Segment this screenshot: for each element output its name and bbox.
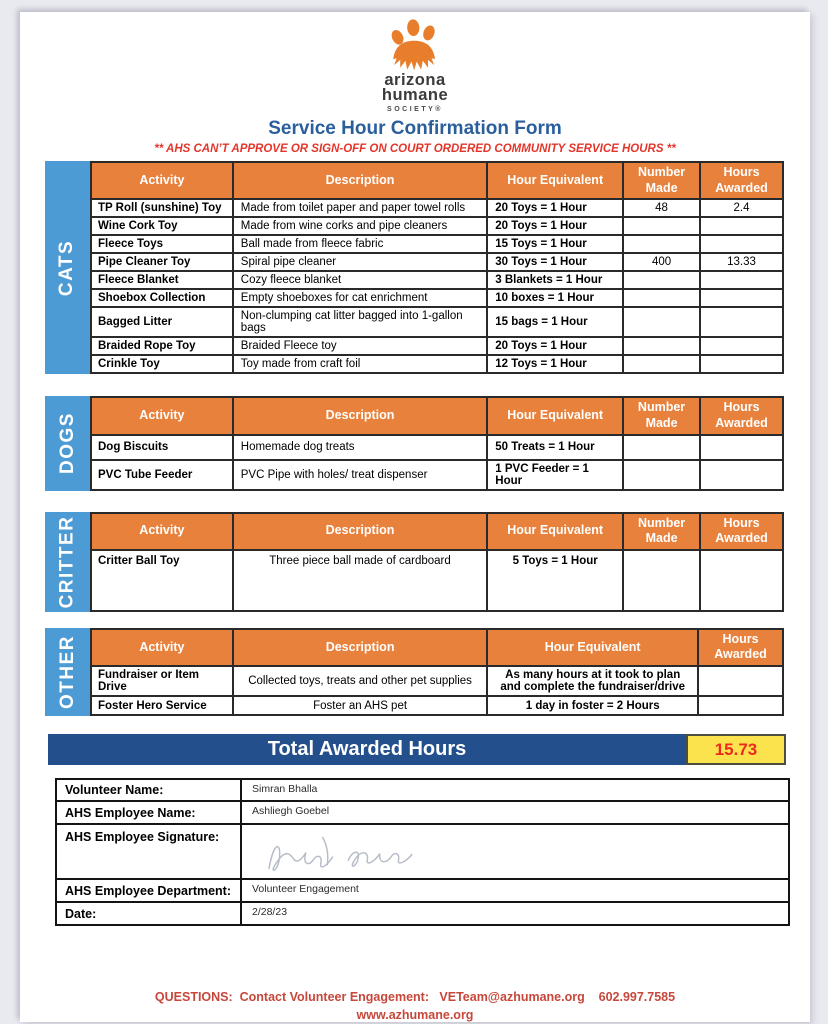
cell-activity: Wine Cork Toy	[91, 217, 233, 235]
ahs-logo	[20, 12, 810, 113]
employee-signature-cell	[241, 824, 789, 879]
logo-text-arizona: arizona	[384, 71, 446, 89]
footer-website: www.azhumane.org	[356, 1008, 474, 1023]
paw-sunburst-icon	[382, 19, 448, 73]
cell-hours-awarded	[700, 550, 783, 611]
column-header-description: Description	[233, 397, 488, 434]
cell-hours-awarded	[698, 666, 783, 696]
column-header-activity: Activity	[91, 162, 233, 199]
cell-number-made	[623, 460, 700, 490]
cell-number-made	[623, 550, 700, 611]
cell-activity: Crinkle Toy	[91, 355, 233, 373]
cell-hour-equivalent: 5 Toys = 1 Hour	[487, 550, 623, 611]
cell-activity: Fundraiser or Item Drive	[91, 666, 233, 696]
cell-description: Three piece ball made of cardboard	[233, 550, 488, 611]
cell-hour-equivalent: 20 Toys = 1 Hour	[487, 217, 623, 235]
employee-name-value: Ashliegh Goebel	[241, 801, 789, 824]
table-row	[91, 337, 783, 355]
employee-name-label: AHS Employee Name:	[56, 801, 241, 824]
logo-text-humane: humane	[381, 86, 449, 104]
cell-activity: Braided Rope Toy	[91, 337, 233, 355]
cell-hours-awarded	[700, 337, 783, 355]
dogs-section	[45, 396, 784, 490]
column-header-activity: Activity	[91, 513, 233, 550]
cell-hours-awarded: 13.33	[700, 253, 783, 271]
signature-image	[258, 830, 498, 872]
cell-number-made	[623, 289, 700, 307]
cell-hour-equivalent: 30 Toys = 1 Hour	[487, 253, 623, 271]
dogs-header-row	[91, 397, 783, 434]
column-header-number-made: Number Made	[623, 397, 700, 434]
footer-contact	[20, 988, 810, 1024]
table-row	[91, 253, 783, 271]
table-row	[91, 271, 783, 289]
dogs-table	[90, 396, 784, 490]
page-title: Service Hour Confirmation Form	[268, 118, 562, 139]
cell-description: Collected toys, treats and other pet supplies	[233, 666, 488, 696]
cell-activity: Dog Biscuits	[91, 435, 233, 460]
total-awarded-hours-value: 15.73	[686, 734, 786, 765]
total-awarded-hours-label: Total Awarded Hours	[48, 734, 686, 765]
cell-number-made	[623, 271, 700, 289]
other-section	[45, 628, 784, 716]
employee-department-value: Volunteer Engagement	[241, 879, 789, 902]
table-row	[91, 199, 783, 217]
cell-hour-equivalent: 10 boxes = 1 Hour	[487, 289, 623, 307]
cell-description: Braided Fleece toy	[233, 337, 487, 355]
employee-signature-row	[56, 824, 789, 879]
cell-number-made: 400	[623, 253, 700, 271]
cell-description: Made from wine corks and pipe cleaners	[233, 217, 487, 235]
column-header-hour-equivalent: Hour Equivalent	[487, 629, 698, 666]
critter-header-row	[91, 513, 783, 550]
column-header-activity: Activity	[91, 629, 233, 666]
table-row	[91, 435, 783, 460]
total-awarded-hours-bar	[48, 734, 786, 765]
cell-description: Cozy fleece blanket	[233, 271, 487, 289]
form-page	[20, 12, 810, 1022]
volunteer-name-label: Volunteer Name:	[56, 779, 241, 801]
critter-table	[90, 512, 784, 612]
column-header-hour-equivalent: Hour Equivalent	[487, 397, 623, 434]
footer-contact-line: QUESTIONS: Contact Volunteer Engagement: VETeam@azhumane.org 602.997.7585	[154, 990, 676, 1004]
cell-hour-equivalent: 20 Toys = 1 Hour	[487, 337, 623, 355]
date-row	[56, 902, 789, 925]
column-header-number-made: Number Made	[623, 162, 700, 199]
employee-signature-label: AHS Employee Signature:	[56, 824, 241, 879]
cell-description: Homemade dog treats	[233, 435, 488, 460]
cell-hours-awarded	[698, 696, 783, 715]
column-header-description: Description	[233, 162, 487, 199]
cell-activity: Fleece Blanket	[91, 271, 233, 289]
table-row	[91, 460, 783, 490]
column-header-hour-equivalent: Hour Equivalent	[487, 513, 623, 550]
cell-activity: PVC Tube Feeder	[91, 460, 233, 490]
table-row	[91, 550, 783, 611]
table-row	[91, 355, 783, 373]
cats-group-label-text: CATS	[56, 239, 78, 296]
table-row	[91, 289, 783, 307]
cell-hours-awarded	[700, 289, 783, 307]
column-header-hour-equivalent: Hour Equivalent	[487, 162, 623, 199]
cell-hours-awarded	[700, 235, 783, 253]
cell-hour-equivalent: 1 day in foster = 2 Hours	[487, 696, 698, 715]
cats-table	[90, 161, 784, 374]
employee-department-row	[56, 879, 789, 902]
cats-group-label	[45, 161, 90, 374]
cell-description: Toy made from craft foil	[233, 355, 487, 373]
other-table	[90, 628, 784, 716]
cell-activity: Critter Ball Toy	[91, 550, 233, 611]
cell-hour-equivalent: 3 Blankets = 1 Hour	[487, 271, 623, 289]
cell-number-made: 48	[623, 199, 700, 217]
cell-hours-awarded	[700, 435, 783, 460]
column-header-hours-awarded: Hours Awarded	[698, 629, 783, 666]
cell-number-made	[623, 307, 700, 337]
cell-activity: Pipe Cleaner Toy	[91, 253, 233, 271]
cell-hour-equivalent: As many hours at it took to plan and complete the fundraiser/drive	[487, 666, 698, 696]
column-header-hours-awarded: Hours Awarded	[700, 162, 783, 199]
column-header-number-made: Number Made	[623, 513, 700, 550]
column-header-description: Description	[233, 513, 488, 550]
cell-hours-awarded	[700, 271, 783, 289]
cell-description: Empty shoeboxes for cat enrichment	[233, 289, 487, 307]
cell-number-made	[623, 235, 700, 253]
cell-description: Ball made from fleece fabric	[233, 235, 487, 253]
cell-description: Foster an AHS pet	[233, 696, 488, 715]
cell-description: PVC Pipe with holes/ treat dispenser	[233, 460, 488, 490]
cell-description: Spiral pipe cleaner	[233, 253, 487, 271]
column-header-description: Description	[233, 629, 488, 666]
logo-text-society: SOCIETY®	[387, 106, 443, 113]
cell-number-made	[623, 217, 700, 235]
column-header-hours-awarded: Hours Awarded	[700, 397, 783, 434]
dogs-group-label-text: DOGS	[56, 412, 78, 475]
cell-activity: Fleece Toys	[91, 235, 233, 253]
critter-group-label-text: CRITTER	[56, 515, 78, 609]
table-row	[91, 666, 783, 696]
cell-description: Non-clumping cat litter bagged into 1-gallon bags	[233, 307, 487, 337]
volunteer-name-row	[56, 779, 789, 801]
cell-activity: Foster Hero Service	[91, 696, 233, 715]
cell-hour-equivalent: 1 PVC Feeder = 1 Hour	[487, 460, 623, 490]
cell-hour-equivalent: 15 Toys = 1 Hour	[487, 235, 623, 253]
date-label: Date:	[56, 902, 241, 925]
column-header-hours-awarded: Hours Awarded	[700, 513, 783, 550]
cell-hours-awarded	[700, 217, 783, 235]
volunteer-name-value: Simran Bhalla	[241, 779, 789, 801]
table-row	[91, 217, 783, 235]
cell-hour-equivalent: 20 Toys = 1 Hour	[487, 199, 623, 217]
table-row	[91, 696, 783, 715]
dogs-group-label	[45, 396, 90, 490]
warning-text: ** AHS CAN’T APPROVE OR SIGN-OFF ON COURT ORDERED COMMUNITY SERVICE HOURS **	[154, 143, 676, 155]
other-group-label	[45, 628, 90, 716]
critter-group-label	[45, 512, 90, 612]
cell-hours-awarded	[700, 460, 783, 490]
cell-hours-awarded	[700, 355, 783, 373]
other-group-label-text: OTHER	[56, 634, 78, 709]
date-value: 2/28/23	[241, 902, 789, 925]
cell-hour-equivalent: 50 Treats = 1 Hour	[487, 435, 623, 460]
column-header-activity: Activity	[91, 397, 233, 434]
cell-hour-equivalent: 12 Toys = 1 Hour	[487, 355, 623, 373]
cell-hours-awarded: 2.4	[700, 199, 783, 217]
table-row	[91, 307, 783, 337]
critter-section	[45, 512, 784, 612]
cats-header-row	[91, 162, 783, 199]
cell-hour-equivalent: 15 bags = 1 Hour	[487, 307, 623, 337]
cell-number-made	[623, 435, 700, 460]
cell-number-made	[623, 337, 700, 355]
table-row	[91, 235, 783, 253]
cats-section	[45, 161, 784, 374]
cell-activity: TP Roll (sunshine) Toy	[91, 199, 233, 217]
employee-department-label: AHS Employee Department:	[56, 879, 241, 902]
cell-number-made	[623, 355, 700, 373]
other-header-row	[91, 629, 783, 666]
cell-description: Made from toilet paper and paper towel rolls	[233, 199, 487, 217]
cell-activity: Shoebox Collection	[91, 289, 233, 307]
cell-hours-awarded	[700, 307, 783, 337]
employee-name-row	[56, 801, 789, 824]
cell-activity: Bagged Litter	[91, 307, 233, 337]
signoff-table	[55, 778, 790, 926]
